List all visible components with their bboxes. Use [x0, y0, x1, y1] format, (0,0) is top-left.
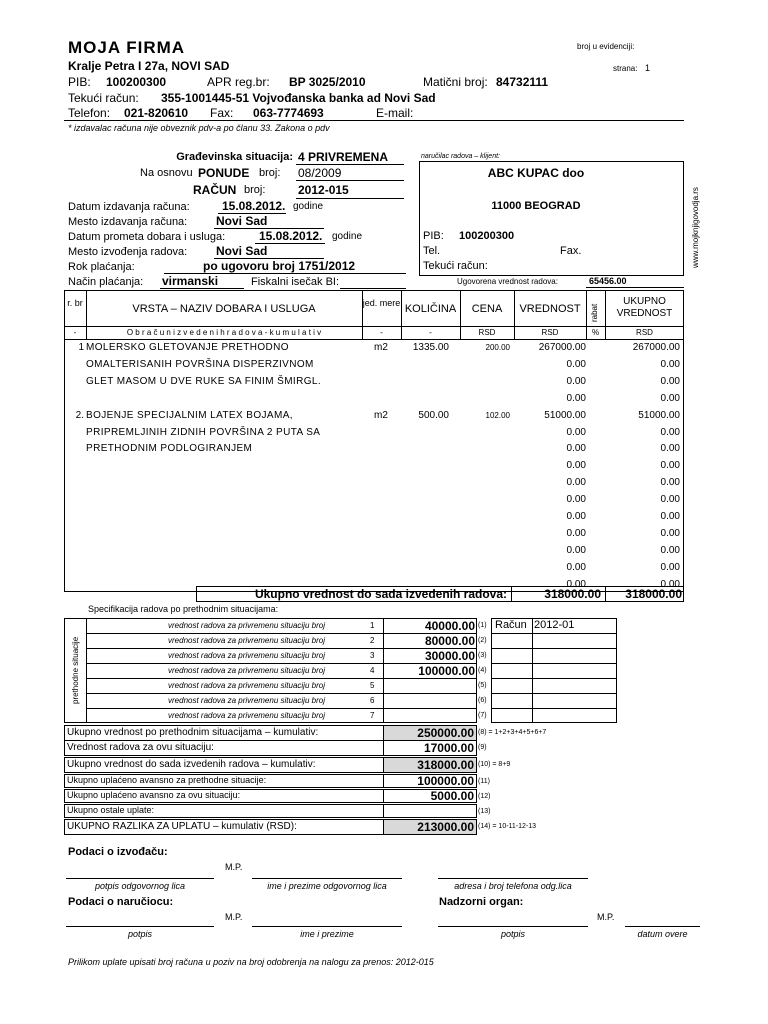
item-total: 267000.00 [632, 342, 680, 353]
item-value: 0.00 [566, 561, 586, 573]
summary-label: Ukupno uplaćeno avansno za prethodne situacije: [67, 775, 267, 785]
item-value: 267000.00 [538, 342, 586, 353]
spec-row-label: vrednost radova za privremenu situaciju broj [168, 636, 325, 645]
basis-value: 08/2009 [298, 166, 342, 180]
header-rule [64, 120, 684, 121]
summary-code: (10) = 8+9 [478, 761, 511, 768]
basis-word: PONUDE [198, 166, 250, 180]
total-label: Ukupno vrednost do sada izvedenih radova: [254, 587, 507, 601]
apr-label: APR reg.br: [207, 75, 270, 89]
total-value: 318000.00 [544, 587, 601, 601]
item-value: 0.00 [566, 477, 586, 489]
spec-title: Specifikacija radova po prethodnim situacijama: [88, 604, 279, 614]
client-heading: Podaci o naručiocu: [68, 896, 174, 908]
item-total: 0.00 [660, 578, 680, 590]
name-contractor: ime i prezime odgovornog lica [267, 881, 387, 891]
item-total: 0.00 [660, 544, 680, 556]
item-total: 0.00 [660, 426, 680, 438]
spec-row-value: 100000.00 [418, 664, 475, 678]
pib-value: 100200300 [106, 75, 167, 89]
summary-value: 213000.00 [417, 820, 474, 834]
contractor-heading: Podaci o izvođaču: [68, 846, 168, 858]
due-value: po ugovoru broj 1751/2012 [203, 259, 356, 273]
basis-prefix: Na osnovu [140, 167, 193, 179]
sub-unit: - [380, 328, 383, 337]
item-total: 0.00 [660, 477, 680, 489]
spec-row-label: vrednost radova za privremenu situaciju broj [168, 681, 325, 690]
summary-value: 100000.00 [417, 774, 474, 788]
spec-row-code: (3) [478, 652, 487, 659]
th-value: VREDNOST [519, 303, 581, 315]
th-rabat: rabat [590, 303, 599, 322]
spec-row-line [86, 708, 477, 709]
th-unit: jed. mere [362, 298, 401, 308]
spec-row-line [86, 693, 477, 694]
fiscal-label: Fiskalni isečak BI: [251, 276, 340, 288]
invoice-broj: broj: [244, 184, 266, 196]
client-caption: naručilac radova – klijent: [421, 153, 500, 160]
spec-row-number: 3 [370, 651, 375, 660]
sub-price: RSD [478, 328, 496, 337]
summary-label: UKUPNO RAZLIKA ZA UPLATU – kumulativ (RSD): [67, 821, 297, 832]
client-pib: 100200300 [459, 230, 515, 242]
th-total: UKUPNO VREDNOST [616, 296, 673, 319]
spec-row-number: 5 [370, 681, 375, 690]
spec-row-line [86, 678, 477, 679]
issue-place-label: Mesto izdavanja računa: [68, 216, 188, 228]
mp-client: M.P. [225, 912, 243, 922]
spec-row-value: 40000.00 [424, 619, 475, 633]
spec-row-value: 30000.00 [424, 649, 475, 663]
work-place: Novi Sad [216, 244, 268, 258]
name-client: ime i prezime [300, 929, 354, 939]
item-value: 0.00 [566, 494, 586, 506]
item-total: 51000.00 [638, 409, 680, 421]
client-pib-label: PIB: [423, 230, 444, 242]
racun-line [491, 648, 617, 649]
vat-note: * izdavalac računa nije obveznik pdv-a po članu 33. Zakona o pdv [68, 123, 330, 133]
fax-label: Fax: [210, 106, 234, 120]
supervisor-heading: Nadzorni organ: [439, 896, 524, 908]
summary-value-cell [383, 804, 477, 818]
item-total: 0.00 [660, 358, 680, 370]
th-description: VRSTA – NAZIV DOBARA I USLUGA [132, 303, 316, 315]
client-city: 11000 BEOGRAD [491, 200, 581, 212]
item-value: 0.00 [566, 392, 586, 404]
company-name: MOJA FIRMA [68, 38, 186, 57]
sig-contractor: potpis odgovornog lica [94, 881, 186, 891]
item-price: 200.00 [485, 343, 510, 352]
racun-label: Račun [495, 619, 527, 631]
spec-row-label: vrednost radova za privremenu situaciju broj [168, 651, 325, 660]
spec-row-code: (6) [478, 697, 487, 704]
invoice-number: 2012-015 [298, 183, 349, 197]
racun-line [491, 693, 617, 694]
summary-value: 5000.00 [430, 789, 474, 803]
issue-date-label: Datum izdavanja računa: [68, 201, 190, 213]
address-contractor: adresa i broj telefona odg.lica [454, 881, 572, 891]
apr-value: BP 3025/2010 [289, 75, 366, 89]
spec-row-code: (5) [478, 682, 487, 689]
item-value: 0.00 [566, 358, 586, 370]
item-total: 0.00 [660, 460, 680, 472]
pib-label: PIB: [68, 75, 91, 89]
date-supervisor: datum overe [637, 929, 688, 939]
evid-label: broj u evidenciji: [577, 42, 635, 51]
spec-row-number: 6 [370, 696, 375, 705]
summary-code: (9) [478, 744, 487, 751]
summary-code: (8) = 1+2+3+4+5+6+7 [478, 729, 547, 736]
payment-footer-note: Prilikom uplate upisati broj računa u poziv na broj odobrenja na nalogu za prenos: 2012-015 [68, 957, 434, 967]
th-quantity: KOLIČINA [404, 303, 457, 315]
summary-label: Ukupno ostale uplate: [67, 805, 155, 815]
spec-row-label: vrednost radova za privremenu situaciju broj [168, 621, 325, 630]
racun-value: 2012-01 [534, 619, 575, 631]
invoice-word: RAČUN [193, 183, 237, 197]
item-total: 0.00 [660, 443, 680, 455]
sub-total: RSD [636, 328, 653, 337]
item-value: 0.00 [566, 426, 586, 438]
total-total: 318000.00 [625, 587, 682, 601]
email-label: E-mail: [376, 106, 414, 120]
summary-label: Vrednost radova za ovu situaciju: [67, 742, 214, 753]
service-date-label: Datum prometa dobara i usluga: [68, 231, 226, 243]
item-unit: m2 [374, 342, 388, 353]
due-label: Rok plaćanja: [68, 261, 135, 273]
item-rbr: 1 [78, 342, 84, 353]
item-total: 0.00 [660, 392, 680, 404]
item-description: PRETHODNIM PODLOGIRANJEM [86, 443, 253, 455]
summary-code: (14) = 10-11-12-13 [478, 823, 537, 830]
sub-rabat: % [591, 328, 600, 337]
sub-value: RSD [541, 328, 559, 337]
spec-row-number: 7 [370, 711, 375, 720]
mb-value: 84732111 [496, 75, 549, 89]
item-value: 0.00 [566, 578, 586, 590]
situation-label: Građevinska situacija: [176, 151, 293, 163]
client-fax-label: Fax. [560, 245, 582, 257]
item-value: 0.00 [566, 511, 586, 522]
account-value: 355-1001445-51 Vojvođanska banka ad Novi Sad [161, 91, 436, 105]
spec-row-code: (7) [478, 712, 487, 719]
summary-label: Ukupno vrednost po prethodnim situacijama – kumulativ: [67, 727, 319, 738]
item-unit: m2 [374, 409, 388, 421]
spec-vertical-label: prethodne situacije [71, 636, 80, 704]
item-quantity: 1335.00 [412, 342, 449, 353]
racun-line [491, 633, 617, 634]
summary-code: (13) [478, 808, 491, 815]
spec-row-code: (2) [478, 637, 487, 644]
summary-value: 17000.00 [423, 741, 474, 755]
item-value: 0.00 [566, 460, 586, 472]
summary-value: 318000.00 [417, 758, 474, 772]
sig-supervisor: potpis [500, 929, 526, 939]
item-description: MOLERSKO GLETOVANJE PRETHODNO [86, 342, 289, 353]
client-account-label: Tekući račun: [423, 260, 488, 272]
sub-quantity: - [429, 328, 432, 337]
item-total: 0.00 [660, 561, 680, 573]
contract-value: 65456.00 [589, 276, 627, 286]
client-tel-label: Tel. [423, 245, 441, 257]
issue-place: Novi Sad [216, 214, 268, 228]
spec-row-label: vrednost radova za privremenu situaciju broj [168, 666, 325, 675]
sub-rbr: - [73, 328, 77, 337]
sig-client: potpis [127, 929, 153, 939]
spec-row-code: (1) [478, 622, 487, 629]
service-date: 15.08.2012. [259, 229, 323, 243]
page-number: 1 [645, 63, 651, 73]
th-rbr: r. br [67, 298, 83, 308]
item-value: 0.00 [566, 544, 586, 556]
item-rbr: 2. [75, 409, 84, 421]
account-label: Tekući račun: [68, 91, 139, 105]
phone-value: 021-820610 [124, 106, 189, 120]
summary-code: (12) [478, 793, 491, 800]
item-total: 0.00 [660, 511, 680, 522]
item-value: 0.00 [566, 375, 586, 387]
item-description: OMALTERISANIH POVRŠINA DISPERZIVNOM [86, 358, 314, 370]
item-value: 0.00 [566, 443, 586, 455]
spec-row-number: 2 [370, 636, 375, 645]
spec-row-code: (4) [478, 667, 487, 674]
sub-description: O b r a č u n i z v e d e n i h r a d o v a - k u m u l a t i v [126, 328, 322, 337]
summary-code: (11) [478, 778, 490, 785]
item-description: BOJENJE SPECIJALNIM LATEX BOJAMA, [86, 409, 293, 421]
company-address: Kralje Petra I 27a, NOVI SAD [68, 59, 230, 73]
service-date-godine: godine [332, 231, 363, 242]
item-description: GLET MASOM U DVE RUKE SA FINIM ŠMIRGL. [86, 375, 322, 387]
mb-label: Matični broj: [423, 75, 488, 89]
racun-line [491, 708, 617, 709]
item-quantity: 500.00 [418, 409, 449, 421]
phone-label: Telefon: [68, 106, 111, 120]
item-total: 0.00 [660, 527, 680, 539]
client-name: ABC KUPAC doo [487, 166, 585, 180]
item-description: PRIPREMLJINIH ZIDNIH POVRŠINA 2 PUTA SA [86, 426, 321, 438]
side-url: www.mojknjigovodja.rs [691, 187, 700, 268]
item-value: 0.00 [566, 527, 586, 539]
spec-row-number: 1 [370, 621, 375, 630]
mp-supervisor: M.P. [597, 912, 615, 922]
issue-date-godine: godine [293, 201, 324, 212]
page-label: strana: [613, 64, 638, 73]
payment-value: virmanski [162, 274, 219, 288]
th-price: CENA [471, 303, 503, 315]
spec-row-value: 80000.00 [424, 634, 475, 648]
spec-row-number: 4 [370, 666, 375, 675]
spec-row-label: vrednost radova za privremenu situaciju broj [168, 711, 325, 720]
racun-line [491, 678, 617, 679]
racun-line [491, 663, 617, 664]
item-value: 51000.00 [544, 409, 586, 421]
item-total: 0.00 [660, 375, 680, 387]
situation-value: 4 PRIVREMENA [298, 150, 389, 164]
contract-label: Ugovorena vrednost radova: [457, 277, 558, 286]
payment-label: Način plaćanja: [68, 276, 144, 288]
fax-value: 063-7774693 [253, 106, 324, 120]
summary-value: 250000.00 [417, 726, 474, 740]
item-price: 102.00 [485, 410, 510, 420]
issue-date: 15.08.2012. [222, 199, 286, 213]
summary-label: Ukupno uplaćeno avansno za ovu situaciju: [67, 790, 241, 800]
basis-broj: broj: [259, 167, 281, 179]
spec-row-label: vrednost radova za privremenu situaciju broj [168, 696, 325, 705]
work-place-label: Mesto izvođenja radova: [68, 246, 188, 258]
mp-contractor: M.P. [225, 862, 243, 872]
summary-label: Ukupno vrednost do sada izvedenih radova – kumulativ: [67, 759, 316, 770]
item-total: 0.00 [660, 494, 680, 506]
